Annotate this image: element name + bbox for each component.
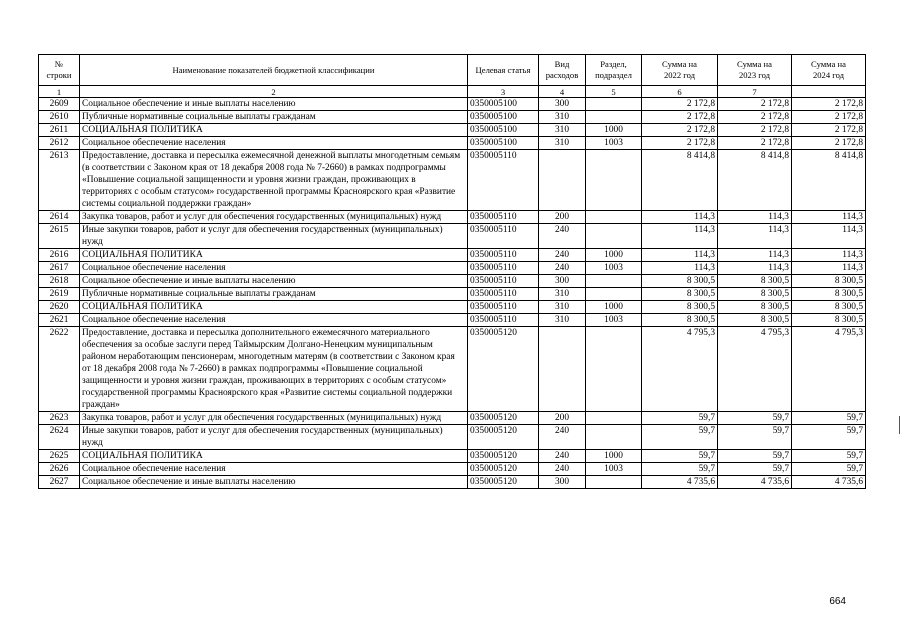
expense-type-cell: 240 <box>539 450 586 463</box>
sum-2023-cell: 2 172,8 <box>718 98 792 111</box>
table-row <box>39 98 866 111</box>
sum-2024-cell: 114,3 <box>792 262 866 275</box>
table-row <box>39 137 866 150</box>
table-row <box>39 211 866 224</box>
sum-2023-cell: 59,7 <box>718 450 792 463</box>
target-code-cell: 0350005110 <box>468 275 539 288</box>
sum-2022-cell: 114,3 <box>642 249 718 262</box>
column-number <box>792 86 866 98</box>
section-cell <box>586 211 642 224</box>
sum-2022-cell: 8 300,5 <box>642 301 718 314</box>
row-name-cell: Иные закупки товаров, работ и услуг для обеспечения государственных (муниципальных) нужд <box>80 224 468 249</box>
expense-type-cell: 200 <box>539 211 586 224</box>
sum-2024-cell: 59,7 <box>792 463 866 476</box>
target-code-cell: 0350005120 <box>468 425 539 450</box>
expense-type-cell: 310 <box>539 314 586 327</box>
table-row <box>39 275 866 288</box>
row-number-cell: 2625 <box>39 450 80 463</box>
sum-2023-cell: 8 414,8 <box>718 150 792 211</box>
sum-2024-cell: 59,7 <box>792 412 866 425</box>
table-row <box>39 425 866 450</box>
section-cell: 1003 <box>586 463 642 476</box>
target-code-cell: 0350005110 <box>468 314 539 327</box>
target-code-cell: 0350005120 <box>468 463 539 476</box>
sum-2023-cell: 114,3 <box>718 262 792 275</box>
section-cell: 1000 <box>586 301 642 314</box>
table-row <box>39 327 866 412</box>
row-number-cell: 2627 <box>39 476 80 489</box>
row-name-cell: Публичные нормативные социальные выплаты гражданам <box>80 111 468 124</box>
table-row <box>39 288 866 301</box>
sum-2023-cell: 114,3 <box>718 249 792 262</box>
expense-type-cell: 240 <box>539 249 586 262</box>
header-row-no: № строки <box>39 55 80 86</box>
row-number-cell: 2616 <box>39 249 80 262</box>
section-cell <box>586 327 642 412</box>
expense-type-cell <box>539 150 586 211</box>
column-number: 2 <box>80 86 468 98</box>
sum-2022-cell: 114,3 <box>642 211 718 224</box>
budget-table <box>38 54 866 489</box>
row-number-cell: 2609 <box>39 98 80 111</box>
sum-2024-cell: 8 300,5 <box>792 314 866 327</box>
sum-2023-cell: 59,7 <box>718 463 792 476</box>
column-number: 7 <box>718 86 792 98</box>
sum-2023-cell: 8 300,5 <box>718 288 792 301</box>
sum-2024-cell: 2 172,8 <box>792 124 866 137</box>
target-code-cell: 0350005120 <box>468 476 539 489</box>
row-name-cell: Социальное обеспечение и иные выплаты населению <box>80 98 468 111</box>
target-code-cell: 0350005110 <box>468 301 539 314</box>
target-code-cell: 0350005100 <box>468 111 539 124</box>
table-row <box>39 262 866 275</box>
table-row <box>39 476 866 489</box>
margin-mark <box>899 416 900 434</box>
column-number: 3 <box>468 86 539 98</box>
section-cell <box>586 275 642 288</box>
sum-2024-cell: 4 735,6 <box>792 476 866 489</box>
section-cell <box>586 111 642 124</box>
column-number: 1 <box>39 86 80 98</box>
section-cell <box>586 98 642 111</box>
sum-2024-cell: 4 795,3 <box>792 327 866 412</box>
sum-2023-cell: 8 300,5 <box>718 314 792 327</box>
target-code-cell: 0350005110 <box>468 249 539 262</box>
row-number-cell: 2623 <box>39 412 80 425</box>
expense-type-cell: 300 <box>539 275 586 288</box>
expense-type-cell: 310 <box>539 288 586 301</box>
target-code-cell: 0350005100 <box>468 124 539 137</box>
row-name-cell: Предоставление, доставка и пересылка ежемесячной денежной выплаты многодетным семьям (в соответствии с Законом края от 18 декабря 2008 года № 7-2660) в рамках подпрограммы «Повышение социальной защищенности и уровня жизни граждан, проживающих в территориях с особым статусом» государственной программы Красноярского края «Развитие системы социальной поддержки граждан» <box>80 150 468 211</box>
target-code-cell: 0350005110 <box>468 262 539 275</box>
row-name-cell: СОЦИАЛЬНАЯ ПОЛИТИКА <box>80 249 468 262</box>
row-name-cell: Закупка товаров, работ и услуг для обеспечения государственных (муниципальных) нужд <box>80 412 468 425</box>
sum-2022-cell: 4 735,6 <box>642 476 718 489</box>
column-number-row <box>39 86 866 98</box>
row-name-cell: Социальное обеспечение населения <box>80 137 468 150</box>
row-number-cell: 2615 <box>39 224 80 249</box>
expense-type-cell: 240 <box>539 262 586 275</box>
table-row <box>39 111 866 124</box>
sum-2023-cell: 59,7 <box>718 412 792 425</box>
target-code-cell: 0350005110 <box>468 211 539 224</box>
target-code-cell: 0350005110 <box>468 224 539 249</box>
section-cell <box>586 476 642 489</box>
sum-2022-cell: 59,7 <box>642 425 718 450</box>
expense-type-cell <box>539 327 586 412</box>
sum-2022-cell: 2 172,8 <box>642 98 718 111</box>
row-name-cell: Публичные нормативные социальные выплаты гражданам <box>80 288 468 301</box>
column-number: 4 <box>539 86 586 98</box>
row-name-cell: Социальное обеспечение населения <box>80 262 468 275</box>
table-row <box>39 463 866 476</box>
header-sum-2024: Сумма на 2024 год <box>792 55 866 86</box>
expense-type-cell: 240 <box>539 224 586 249</box>
column-number: 6 <box>642 86 718 98</box>
sum-2023-cell: 2 172,8 <box>718 137 792 150</box>
expense-type-cell: 300 <box>539 98 586 111</box>
expense-type-cell: 300 <box>539 476 586 489</box>
target-code-cell: 0350005100 <box>468 98 539 111</box>
table-row <box>39 301 866 314</box>
sum-2022-cell: 114,3 <box>642 262 718 275</box>
row-number-cell: 2622 <box>39 327 80 412</box>
target-code-cell: 0350005110 <box>468 150 539 211</box>
row-number-cell: 2618 <box>39 275 80 288</box>
target-code-cell: 0350005120 <box>468 450 539 463</box>
row-name-cell: СОЦИАЛЬНАЯ ПОЛИТИКА <box>80 301 468 314</box>
header-target: Целевая статья <box>468 55 539 86</box>
header-sum-2023: Сумма на 2023 год <box>718 55 792 86</box>
header-expense-type: Вид расходов <box>539 55 586 86</box>
row-number-cell: 2614 <box>39 211 80 224</box>
table-row <box>39 249 866 262</box>
sum-2024-cell: 114,3 <box>792 211 866 224</box>
sum-2024-cell: 2 172,8 <box>792 137 866 150</box>
sum-2024-cell: 114,3 <box>792 249 866 262</box>
row-number-cell: 2621 <box>39 314 80 327</box>
target-code-cell: 0350005120 <box>468 327 539 412</box>
expense-type-cell: 310 <box>539 111 586 124</box>
sum-2024-cell: 2 172,8 <box>792 111 866 124</box>
row-number-cell: 2624 <box>39 425 80 450</box>
table-body <box>39 98 866 489</box>
target-code-cell: 0350005120 <box>468 412 539 425</box>
section-cell <box>586 224 642 249</box>
target-code-cell: 0350005110 <box>468 288 539 301</box>
section-cell <box>586 288 642 301</box>
sum-2024-cell: 59,7 <box>792 425 866 450</box>
section-cell <box>586 412 642 425</box>
sum-2022-cell: 2 172,8 <box>642 137 718 150</box>
sum-2023-cell: 4 795,3 <box>718 327 792 412</box>
sum-2022-cell: 8 300,5 <box>642 288 718 301</box>
table-header-row <box>39 55 866 86</box>
row-name-cell: Социальное обеспечение населения <box>80 463 468 476</box>
header-name: Наименование показателей бюджетной классификации <box>80 55 468 86</box>
table-row <box>39 412 866 425</box>
row-number-cell: 2620 <box>39 301 80 314</box>
expense-type-cell: 310 <box>539 137 586 150</box>
section-cell: 1003 <box>586 314 642 327</box>
sum-2024-cell: 59,7 <box>792 450 866 463</box>
sum-2022-cell: 59,7 <box>642 412 718 425</box>
sum-2023-cell: 8 300,5 <box>718 301 792 314</box>
row-number-cell: 2626 <box>39 463 80 476</box>
sum-2024-cell: 8 300,5 <box>792 275 866 288</box>
expense-type-cell: 310 <box>539 124 586 137</box>
row-name-cell: Социальное обеспечение и иные выплаты населению <box>80 275 468 288</box>
expense-type-cell: 240 <box>539 463 586 476</box>
target-code-cell: 0350005100 <box>468 137 539 150</box>
sum-2022-cell: 59,7 <box>642 463 718 476</box>
sum-2022-cell: 114,3 <box>642 224 718 249</box>
row-name-cell: Социальное обеспечение населения <box>80 314 468 327</box>
sum-2023-cell: 114,3 <box>718 211 792 224</box>
header-section: Раздел, подраздел <box>586 55 642 86</box>
header-sum-2022: Сумма на 2022 год <box>642 55 718 86</box>
sum-2023-cell: 4 735,6 <box>718 476 792 489</box>
sum-2023-cell: 8 300,5 <box>718 275 792 288</box>
table-row <box>39 150 866 211</box>
sum-2023-cell: 59,7 <box>718 425 792 450</box>
row-name-cell: Предоставление, доставка и пересылка дополнительного ежемесячного материального обеспечения за особые заслуги перед Таймырским Долгано-Ненецким муниципальным районом неработающим пенсионерам, многодетным матерям (в соответствии с Законом края от 18 декабря 2008 года № 7-2660) в рамках подпрограммы «Повышение социальной защищенности и уровня жизни граждан, проживающих в территориях с особым статусом» государственной программы Красноярского края «Развитие системы социальной поддержки граждан» <box>80 327 468 412</box>
table-row <box>39 124 866 137</box>
row-name-cell: СОЦИАЛЬНАЯ ПОЛИТИКА <box>80 450 468 463</box>
sum-2024-cell: 8 414,8 <box>792 150 866 211</box>
sum-2022-cell: 8 300,5 <box>642 275 718 288</box>
section-cell <box>586 425 642 450</box>
sum-2024-cell: 8 300,5 <box>792 288 866 301</box>
row-name-cell: Социальное обеспечение и иные выплаты населению <box>80 476 468 489</box>
table-row <box>39 450 866 463</box>
sum-2024-cell: 114,3 <box>792 224 866 249</box>
row-number-cell: 2611 <box>39 124 80 137</box>
row-number-cell: 2619 <box>39 288 80 301</box>
sum-2022-cell: 8 300,5 <box>642 314 718 327</box>
section-cell: 1000 <box>586 450 642 463</box>
section-cell <box>586 150 642 211</box>
sum-2022-cell: 2 172,8 <box>642 111 718 124</box>
sum-2023-cell: 114,3 <box>718 224 792 249</box>
expense-type-cell: 310 <box>539 301 586 314</box>
row-name-cell: СОЦИАЛЬНАЯ ПОЛИТИКА <box>80 124 468 137</box>
sum-2022-cell: 8 414,8 <box>642 150 718 211</box>
section-cell: 1003 <box>586 137 642 150</box>
sum-2022-cell: 59,7 <box>642 450 718 463</box>
table-row <box>39 314 866 327</box>
sum-2023-cell: 2 172,8 <box>718 111 792 124</box>
sum-2022-cell: 4 795,3 <box>642 327 718 412</box>
section-cell: 1000 <box>586 249 642 262</box>
row-number-cell: 2612 <box>39 137 80 150</box>
section-cell: 1000 <box>586 124 642 137</box>
sum-2022-cell: 2 172,8 <box>642 124 718 137</box>
section-cell: 1003 <box>586 262 642 275</box>
row-name-cell: Закупка товаров, работ и услуг для обеспечения государственных (муниципальных) нужд <box>80 211 468 224</box>
table-row <box>39 224 866 249</box>
expense-type-cell: 240 <box>539 425 586 450</box>
row-number-cell: 2610 <box>39 111 80 124</box>
row-number-cell: 2613 <box>39 150 80 211</box>
row-number-cell: 2617 <box>39 262 80 275</box>
sum-2024-cell: 8 300,5 <box>792 301 866 314</box>
expense-type-cell: 200 <box>539 412 586 425</box>
sum-2024-cell: 2 172,8 <box>792 98 866 111</box>
row-name-cell: Иные закупки товаров, работ и услуг для обеспечения государственных (муниципальных) нужд <box>80 425 468 450</box>
column-number: 5 <box>586 86 642 98</box>
sum-2023-cell: 2 172,8 <box>718 124 792 137</box>
page-number: 664 <box>829 596 846 607</box>
